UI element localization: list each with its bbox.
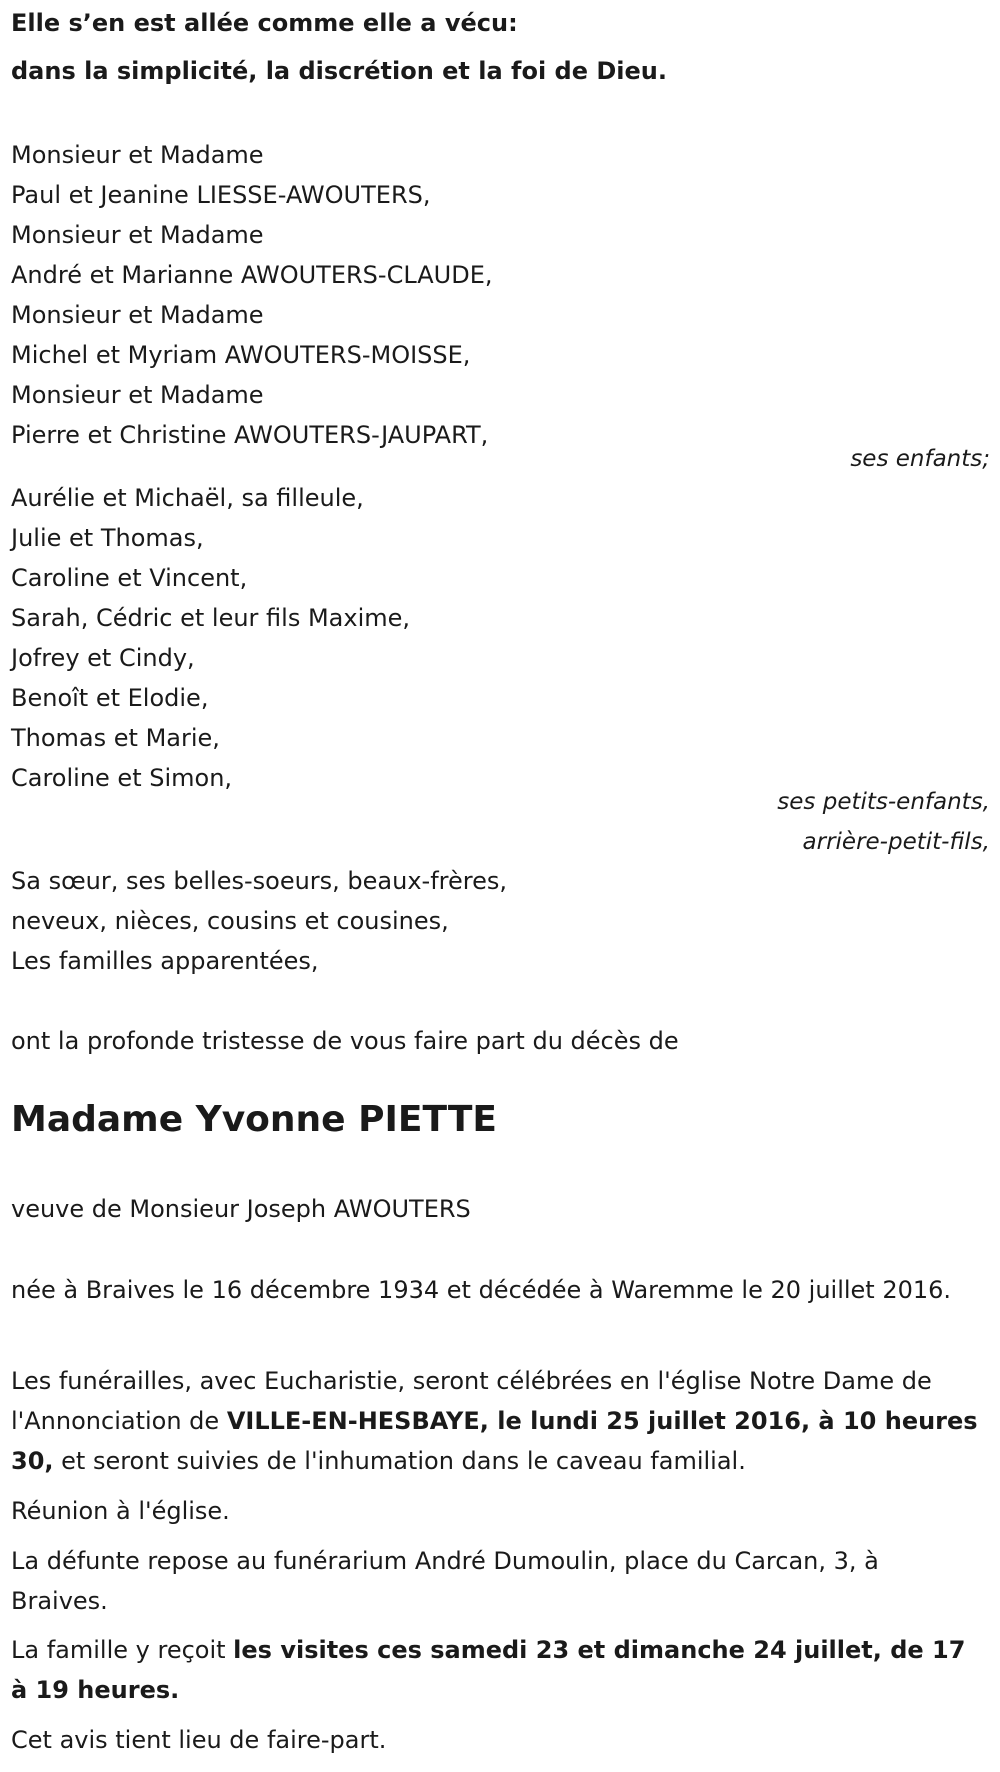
epigraph-line-2: dans la simplicité, la discrétion et la foi de Dieu. [11,57,667,85]
grandchildren-label: ses petits-enfants, [777,789,990,815]
children-line: André et Marianne AWOUTERS-CLAUDE, [11,261,493,289]
children-line: Monsieur et Madame [11,141,264,169]
children-line: Pierre et Christine AWOUTERS-JAUPART, [11,421,489,449]
children-line: Michel et Myriam AWOUTERS-MOISSE, [11,341,471,369]
epigraph-line-1: Elle s’en est allée comme elle a vécu: [11,9,518,37]
children-label: ses enfants; [850,446,990,472]
funeral-location-date: VILLE-EN-HESBAYE, le lundi 25 juillet 2016, à 10 heures 30, [11,1407,978,1475]
announcement: ont la profonde tristesse de vous faire part du décès de [11,1027,679,1055]
visits-details: les visites ces samedi 23 et dimanche 24 juillet, de 17 à 19 heures. [11,1636,966,1704]
grandchildren-line: Caroline et Simon, [11,764,233,792]
grandchildren-line: Sarah, Cédric et leur fils Maxime, [11,604,411,632]
grandchildren-line: Jofrey et Cindy, [11,644,195,672]
children-line: Monsieur et Madame [11,301,264,329]
widow-of: veuve de Monsieur Joseph AWOUTERS [11,1195,471,1223]
children-line: Monsieur et Madame [11,221,264,249]
grandchildren-line: Benoît et Elodie, [11,684,209,712]
funeral-text-start: Les funérailles, avec Eucharistie, seront célébrées en l'église Notre Dame de l'Annonciation de [11,1367,932,1435]
rests-paragraph: La défunte repose au funérarium André Dumoulin, place du Carcan, 3, à Braives. [11,1547,879,1615]
visits-text-start: La famille y reçoit [11,1636,234,1664]
children-line: Paul et Jeanine LIESSE-AWOUTERS, [11,181,431,209]
funeral-paragraph [11,1361,981,1481]
meeting-paragraph: Réunion à l'église. [11,1497,230,1525]
grandchildren-line: Julie et Thomas, [11,524,204,552]
relatives-line: Sa sœur, ses belles-soeurs, beaux-frères, [11,867,507,895]
funeral-text-end: et seront suivies de l'inhumation dans le caveau familial. [53,1447,746,1475]
relatives-line: Les familles apparentées, [11,947,319,975]
grandchildren-line: Thomas et Marie, [11,724,220,752]
children-line: Monsieur et Madame [11,381,264,409]
deceased-name: Madame Yvonne PIETTE [11,1099,498,1140]
grandchildren-line: Aurélie et Michaël, sa filleule, [11,484,364,512]
closing-paragraph: Cet avis tient lieu de faire-part. [11,1726,387,1754]
birth-death-paragraph: née à Braives le 16 décembre 1934 et décédée à Waremme le 20 juillet 2016. [11,1276,952,1304]
relatives-line: neveux, nièces, cousins et cousines, [11,907,449,935]
great-grandchild-label: arrière-petit-fils, [802,829,990,855]
grandchildren-line: Caroline et Vincent, [11,564,248,592]
visits-paragraph [11,1630,981,1710]
